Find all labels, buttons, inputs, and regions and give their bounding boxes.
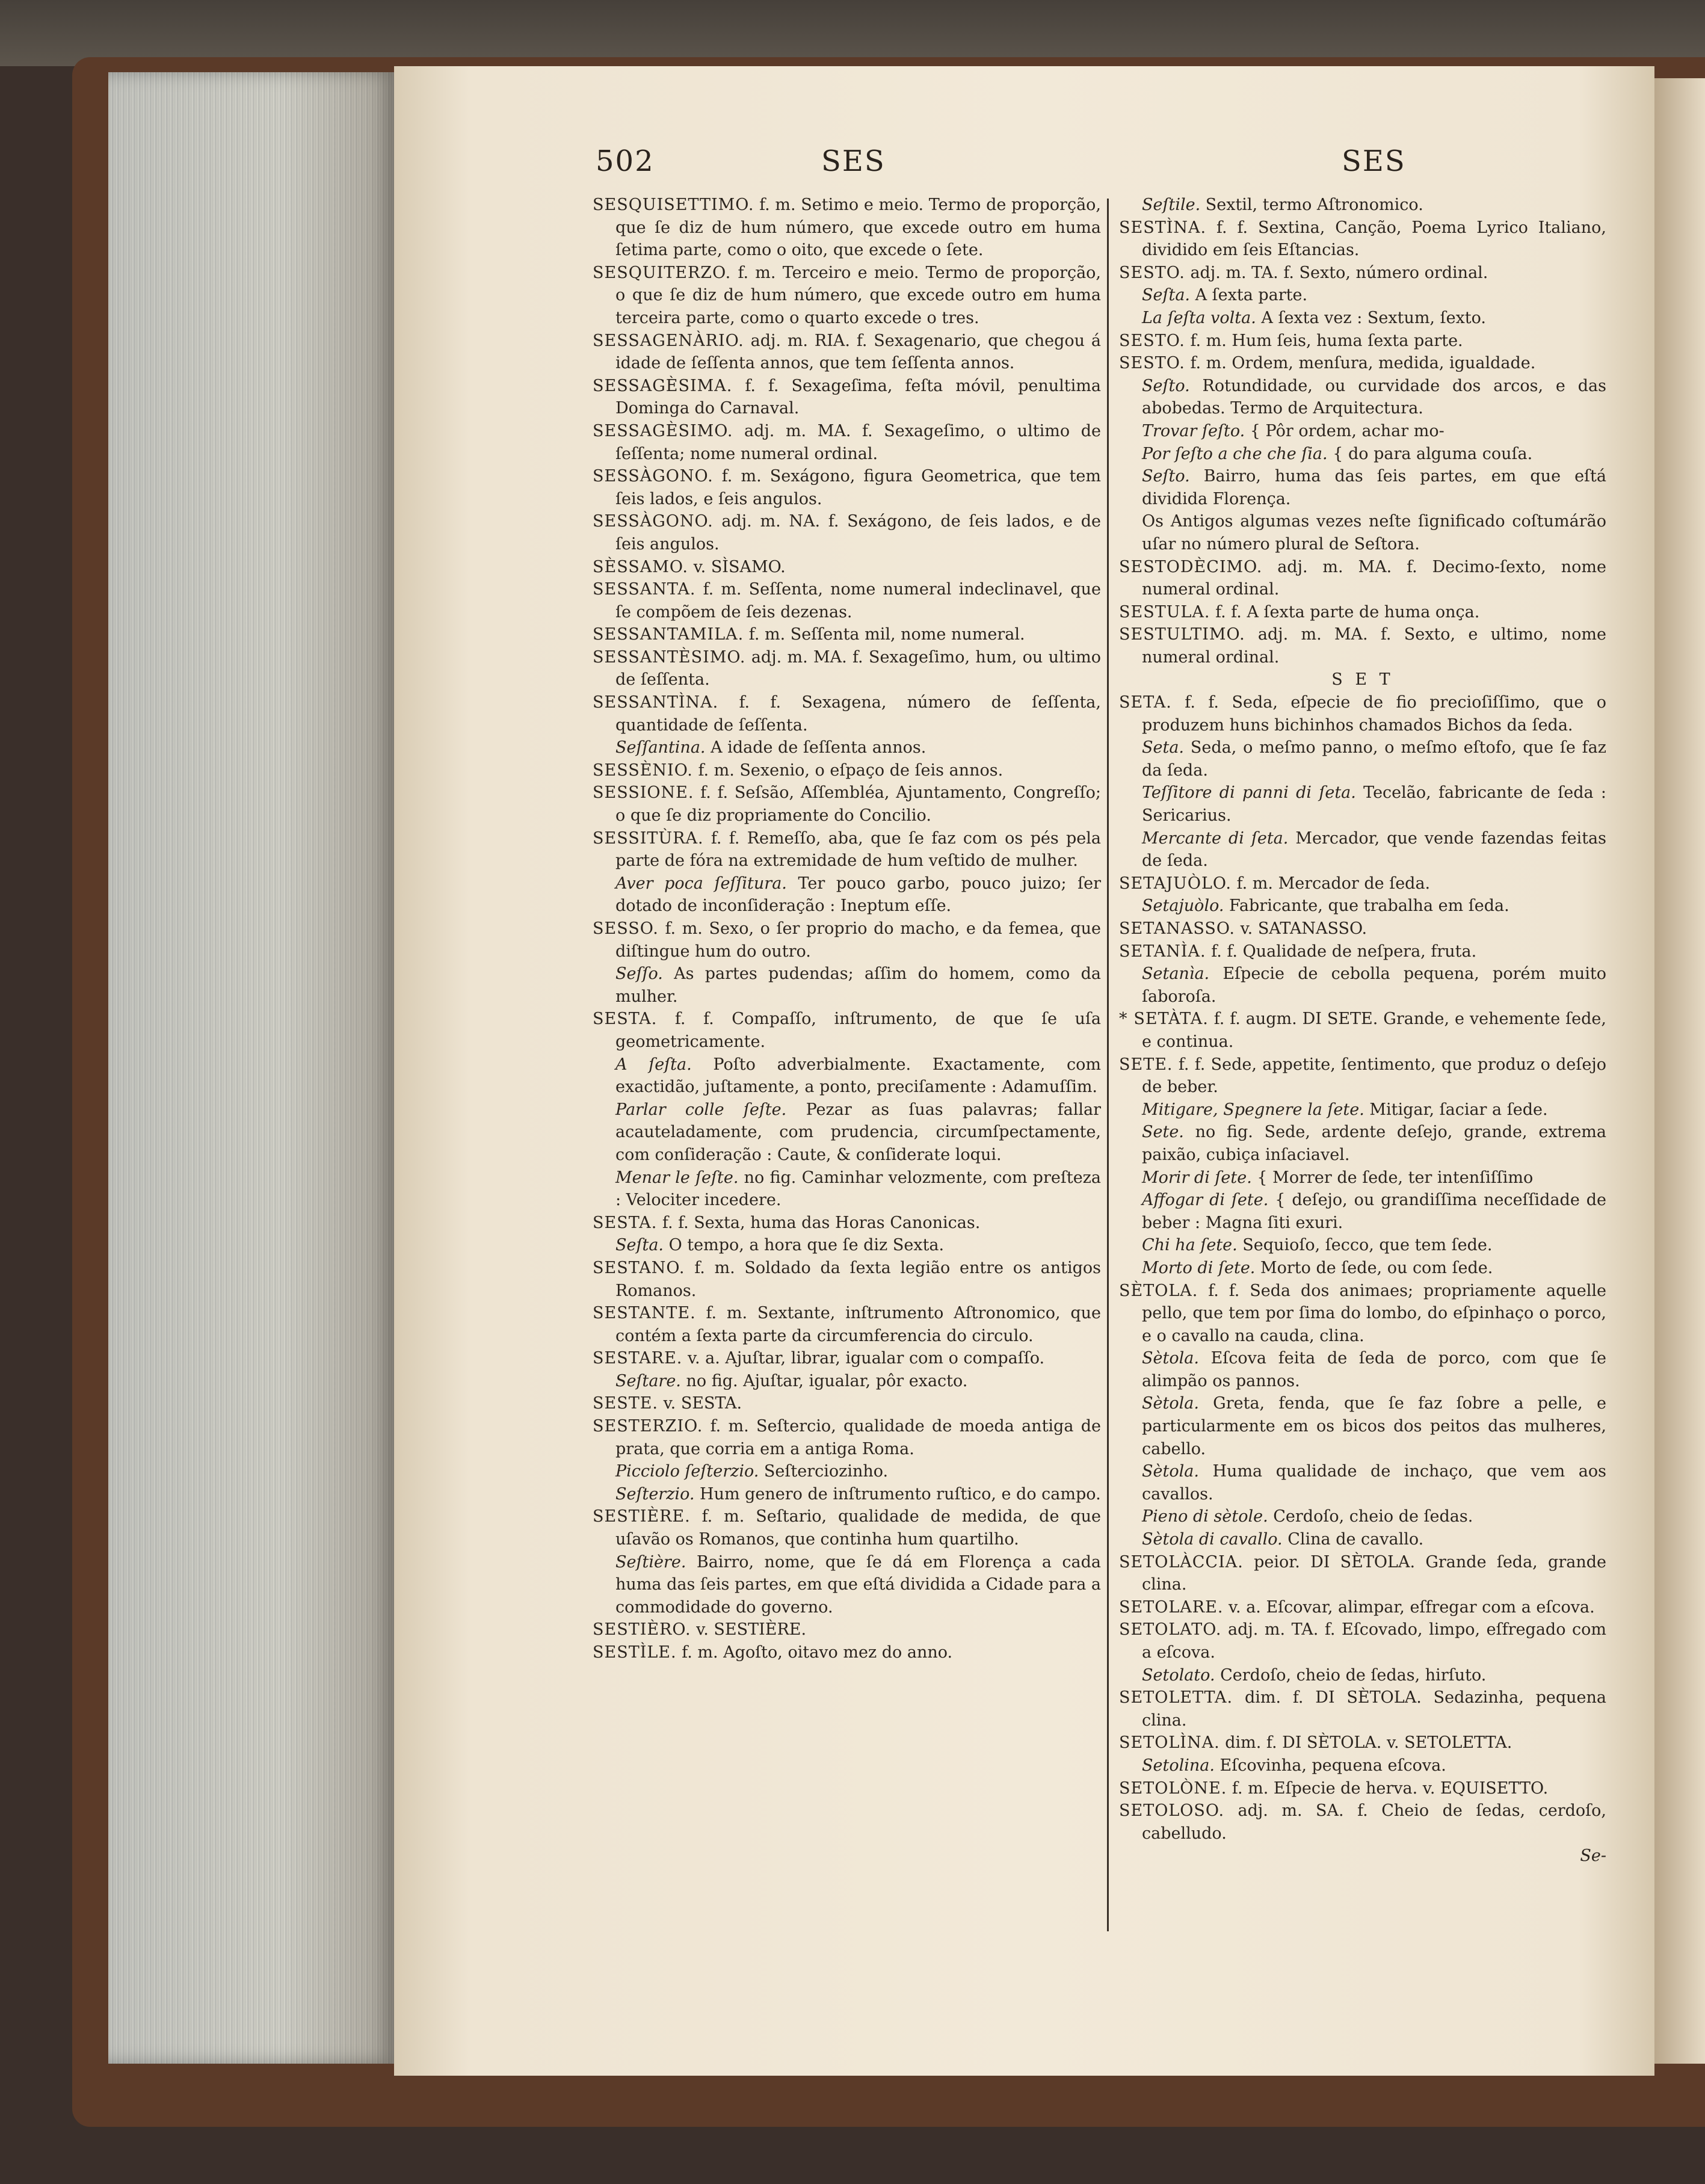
sub-entry	[1119, 1099, 1606, 1121]
sub-entry	[1119, 1121, 1606, 1166]
dictionary-entry	[1119, 623, 1606, 668]
definition: O tempo, a hora que ſe diz Sexta.	[664, 1236, 945, 1255]
italic-phrase: Seſtière.	[615, 1552, 686, 1572]
dictionary-entry	[1119, 691, 1606, 736]
italic-phrase: Por ſeſto a che che ſia.	[1142, 444, 1328, 463]
dictionary-entry	[593, 1415, 1101, 1460]
definition: f. f. Sextina, Canção, Poema Lyrico Italiano, dividido em ſeis Eſtancias.	[1142, 218, 1606, 260]
sub-entry	[1119, 1167, 1606, 1189]
dictionary-entry	[593, 782, 1101, 827]
dictionary-entry	[1119, 262, 1606, 285]
definition: Morto de ſede, ou com ſede.	[1255, 1258, 1493, 1277]
sub-entry	[1119, 443, 1606, 466]
definition: As partes pudendas; aſſim do homem, como da mulher.	[615, 964, 1101, 1006]
page-block-edges	[108, 72, 397, 2064]
sub-entry	[593, 1370, 1101, 1393]
definition: f. f. augm. DI SETE. Grande, e vehemente ſede, e continua.	[1142, 1010, 1606, 1051]
italic-phrase: Sètola.	[1142, 1462, 1199, 1481]
sub-entry	[593, 1234, 1101, 1257]
italic-phrase: Seſta.	[615, 1236, 664, 1255]
italic-phrase: Seſſo.	[615, 964, 663, 984]
dictionary-entry	[1119, 1686, 1606, 1732]
dictionary-entry	[1119, 918, 1606, 940]
headword: SESSITÙRA.	[593, 828, 704, 848]
headword: SETOLÌNA.	[1119, 1733, 1220, 1753]
dictionary-entry	[1119, 872, 1606, 895]
sub-entry	[593, 963, 1101, 1008]
section-heading: S E T	[1331, 670, 1394, 689]
definition: f. m. Setimo e meio. Termo de proporção, que ſe diz de hum número, que excede outro em huma ſetima parte, como o oito, que excede o ſete.	[615, 196, 1101, 260]
headword: SESSÀGONO.	[593, 467, 714, 486]
dictionary-entry	[593, 1392, 1101, 1415]
dictionary-entry	[593, 759, 1101, 782]
definition: f. m. Mercador de ſeda.	[1232, 874, 1431, 893]
definition: adj. m. RIA. f. Sexagenario, que chegou á idade de ſeſſenta annos, que tem ſeſſenta annos.	[615, 331, 1101, 373]
italic-phrase: Setajuòlo.	[1142, 896, 1224, 916]
sub-entry	[1119, 194, 1606, 217]
definition: A idade de ſeſſenta annos.	[705, 738, 926, 757]
italic-phrase: Pieno di sètole.	[1142, 1507, 1268, 1526]
headword: SETOLETTA.	[1119, 1688, 1233, 1707]
catchword: Se-	[1580, 1846, 1606, 1866]
italic-phrase: Parlar colle ſeſte.	[615, 1100, 787, 1119]
italic-phrase: Menar le ſeſte.	[615, 1168, 739, 1187]
headword: SETOLÒNE.	[1119, 1778, 1227, 1798]
definition: f. f. Sexagena, número de ſeſſenta, quantidade de ſeſſenta.	[615, 693, 1101, 735]
headword: SESSANTA.	[593, 580, 696, 599]
headword: SESTERZIO.	[593, 1417, 703, 1436]
definition: f. m. Soldado da ſexta legião entre os antigos Romanos.	[615, 1258, 1101, 1300]
running-head-right: SES	[1342, 144, 1406, 178]
dictionary-entry	[593, 1347, 1101, 1370]
headword: SETANASSO.	[1119, 919, 1236, 938]
dictionary-entry	[593, 262, 1101, 330]
headword: SESTANTE.	[593, 1304, 696, 1323]
italic-phrase: A ſeſta.	[615, 1055, 692, 1074]
dictionary-entry	[593, 918, 1101, 963]
definition: Eſcovinha, pequena eſcova.	[1214, 1756, 1446, 1775]
definition: adj. m. NA. f. Sexágono, de ſeis lados, e de ſeis angulos.	[615, 512, 1101, 554]
headword: SESSANTÌNA.	[593, 693, 719, 712]
definition: Hum genero de inſtrumento ruſtico, e do campo.	[694, 1484, 1101, 1504]
definition: Greta, fenda, que ſe faz ſobre a pelle, e particularmente em os bicos dos peitos das mulheres, cabello.	[1142, 1394, 1606, 1458]
definition: Mitigar, ſaciar a ſede.	[1364, 1100, 1548, 1119]
headword: SESSIONE.	[593, 783, 694, 803]
headword: SESTO.	[1119, 263, 1185, 282]
definition: f. f. Remeſſo, aba, que ſe faz com os pés pela parte de fóra na extremidade de hum veſtido de mulher.	[615, 828, 1101, 871]
definition: Cerdoſo, cheio de ſedas.	[1268, 1507, 1473, 1526]
dictionary-entry	[593, 646, 1101, 691]
sub-entry	[593, 1167, 1101, 1212]
italic-phrase: Sete.	[1142, 1123, 1184, 1142]
definition: f. m. Sexo, o ſer proprio do macho, e da femea, que diſtingue hum do outro.	[615, 919, 1101, 961]
definition: v. SESTA.	[658, 1394, 742, 1413]
headword: SESTARE.	[593, 1349, 683, 1368]
headword: SESSÈNIO.	[593, 760, 693, 780]
dictionary-entry	[593, 1008, 1101, 1053]
headword: SÈSSAMO.	[593, 557, 689, 576]
definition: f. m. Seſtario, qualidade de medida, de que uſavão os Romanos, que continha hum quartilho.	[615, 1507, 1101, 1549]
headword: SESSÀGONO.	[593, 512, 714, 531]
sub-entry	[1119, 375, 1606, 420]
definition: Sequioſo, ſecco, que tem ſede.	[1237, 1236, 1493, 1255]
italic-phrase: La ſeſta volta.	[1142, 308, 1256, 327]
dictionary-entry	[1119, 1596, 1606, 1619]
headword: SESSAGENÀRIO.	[593, 331, 744, 350]
headword: SESSANTAMILA.	[593, 625, 744, 644]
sub-entry	[1119, 420, 1606, 443]
dictionary-entry	[1119, 1777, 1606, 1800]
headword: SESTE.	[593, 1394, 659, 1413]
dictionary-entry	[593, 1257, 1101, 1302]
sub-entry	[1119, 1189, 1606, 1234]
italic-phrase: Morto di ſete.	[1142, 1258, 1256, 1277]
italic-phrase: Affogar di ſete.	[1142, 1191, 1269, 1210]
italic-phrase: Seſtile.	[1142, 196, 1201, 214]
running-head-left: SES	[821, 144, 886, 178]
headword: SESSAGÈSIMA.	[593, 376, 733, 395]
column-rule	[1107, 199, 1109, 1931]
definition: f. m. Seſſenta, nome numeral indeclinavel, que ſe compõem de ſeis dezenas.	[615, 580, 1101, 622]
dictionary-entry	[1119, 1551, 1606, 1596]
definition: Bairro, huma das ſeis partes, em que eſtá dividida Florença.	[1142, 467, 1606, 508]
headword: SETE.	[1119, 1055, 1173, 1074]
definition: f. f. Seſsão, Aſſembléa, Ajuntamento, Congreſſo; o que ſe diz propriamente do Concilio.	[615, 783, 1101, 825]
italic-phrase: Chi ha ſete.	[1142, 1236, 1238, 1255]
definition: { Pôr ordem, achar mo-	[1245, 421, 1444, 440]
sub-entry	[1119, 1392, 1606, 1460]
definition: Seſterciozinho.	[759, 1462, 889, 1481]
definition: Clina de cavallo.	[1282, 1530, 1424, 1549]
dictionary-entry	[1119, 1800, 1606, 1845]
sub-entry	[1119, 1754, 1606, 1777]
headword: SESTULTIMO.	[1119, 625, 1245, 644]
sub-entry	[593, 1053, 1101, 1099]
definition: f. f. Sexta, huma das Horas Canonicas.	[657, 1213, 981, 1232]
italic-phrase: Setolato.	[1142, 1665, 1215, 1685]
sub-entry	[593, 1099, 1101, 1167]
definition: Tecelão, fabricante de ſeda : Sericarius.	[1142, 783, 1606, 825]
definition: v. SATANASSO.	[1235, 919, 1367, 938]
headword: SESQUISETTIMO.	[593, 196, 754, 214]
definition: f. f. Qualidade de neſpera, fruta.	[1206, 942, 1477, 961]
definition: Bairro, nome, que ſe dá em Florença a cada huma das ſeis partes, em que eſtá dividida a Cidade para a commodidade do governo.	[615, 1552, 1101, 1617]
definition: Ter pouco garbo, pouco juizo; ſer dotado de inconſideração : Ineptum eſſe.	[615, 874, 1101, 916]
italic-phrase: Sètola.	[1142, 1394, 1199, 1413]
dictionary-entry	[593, 194, 1101, 262]
definition: Sextil, termo Aſtronomico.	[1200, 196, 1423, 214]
definition: f. m. Eſpecie de herva. v. EQUISETTO.	[1227, 1778, 1549, 1798]
definition: A ſexta vez : Sextum, ſexto.	[1256, 308, 1487, 327]
sub-entry	[1119, 1528, 1606, 1551]
dictionary-entry	[593, 556, 1101, 579]
headword: SESTA.	[593, 1213, 658, 1232]
definition: Os Antigos algumas vezes neſte ſignificado coſtumárão uſar no número plural de Seſtora.	[1142, 512, 1606, 554]
dictionary-entry	[1119, 330, 1606, 353]
italic-phrase: Trovar ſeſto.	[1142, 421, 1245, 440]
italic-phrase: Seſto.	[1142, 376, 1190, 395]
definition: f. f. Seda dos animaes; propriamente aquelle pello, que tem por ſima do lombo, do eſpinhaço o porco, e o cavallo na cauda, clina.	[1142, 1281, 1606, 1345]
headword: SESTA.	[593, 1010, 658, 1029]
italic-phrase: Aver poca ſeſſitura.	[615, 874, 787, 893]
headword: SETOLARE.	[1119, 1597, 1224, 1617]
definition: A ſexta parte.	[1190, 286, 1308, 305]
definition: adj. m. MA. f. Sexageſimo, hum, ou ultimo de ſeſſenta.	[615, 647, 1101, 689]
italic-phrase: Picciolo ſeſterzio.	[615, 1462, 759, 1481]
headword: SETANÌA.	[1119, 942, 1206, 961]
headword: SETOLOSO.	[1119, 1801, 1225, 1821]
definition: Pezar as ſuas palavras; fallar acauteladamente, com prudencia, circumſpectamente, com conſideração : Caute, & conſiderate loqui.	[615, 1100, 1101, 1164]
definition: Poſto adverbialmente. Exactamente, com exactidão, juſtamente, a ponto, preciſamente : Adamuſſim.	[615, 1055, 1102, 1097]
sub-entry	[1119, 736, 1606, 782]
headword: SESSAGÈSIMO.	[593, 421, 733, 440]
headword: SESTULA.	[1119, 602, 1210, 622]
italic-phrase: Setolina.	[1142, 1756, 1215, 1775]
definition: adj. m. MA. f. Decimo-ſexto, nome numeral ordinal.	[1142, 557, 1606, 599]
sub-entry	[1119, 963, 1606, 1008]
definition: Mercador, que vende fazendas feitas de ſeda.	[1142, 828, 1606, 871]
dictionary-entry	[593, 1618, 1101, 1641]
definition: f. m. Ordem, menſura, medida, igualdade.	[1185, 354, 1536, 373]
dictionary-entry	[593, 578, 1101, 623]
dictionary-entry	[593, 1302, 1101, 1347]
definition: v. SÌSAMO.	[688, 557, 786, 576]
definition: f. m. Agoſto, oitavo mez do anno.	[676, 1643, 953, 1662]
definition: f. m. Sexenio, o eſpaço de ſeis annos.	[692, 760, 1004, 780]
sub-entry	[1119, 1234, 1606, 1257]
italic-phrase: Seſta.	[1142, 286, 1190, 305]
sub-entry	[1119, 307, 1606, 330]
dictionary-entry	[593, 420, 1101, 465]
sub-entry	[1119, 895, 1606, 918]
italic-phrase: Mercante di ſeta.	[1142, 828, 1289, 848]
definition: adj. m. TA. f. Eſcovado, limpo, eſfregado com a eſcova.	[1142, 1620, 1606, 1662]
dictionary-entry	[1119, 1053, 1606, 1099]
page-number: 502	[596, 144, 655, 178]
definition: adj. m. MA. f. Sexto, e ultimo, nome numeral ordinal.	[1142, 625, 1606, 667]
sub-entry	[1119, 284, 1606, 307]
headword: SESTIÈRO.	[593, 1620, 691, 1640]
dictionary-entry	[1119, 1732, 1606, 1754]
sub-entry	[1119, 1664, 1606, 1687]
definition: f. f. A ſexta parte de huma onça.	[1210, 602, 1480, 622]
headword: SESTIÈRE.	[593, 1507, 691, 1526]
definition: f. f. Sexageſima, feſta móvil, penultima Dominga do Carnaval.	[615, 376, 1101, 418]
definition: no fig. Sede, ardente deſejo, grande, extrema paixão, cubiça inſaciavel.	[1142, 1123, 1606, 1164]
sub-entry	[1119, 510, 1606, 555]
definition: Seda, o meſmo panno, o meſmo eſtofo, que ſe faz da ſeda.	[1142, 738, 1606, 780]
sub-entry	[1119, 782, 1606, 827]
sub-entry	[1119, 1347, 1606, 1392]
definition: Cerdoſo, cheio de ſedas, hirſuto.	[1215, 1665, 1487, 1685]
dictionary-entry	[1119, 1008, 1606, 1053]
definition: f. m. Terceiro e meio. Termo de proporção, o que ſe diz de hum número, que excede outro em huma terceira parte, como o quarto excede o tres.	[615, 263, 1101, 327]
dictionary-entry	[593, 691, 1101, 736]
sub-entry	[593, 736, 1101, 759]
definition: adj. m. TA. f. Sexto, número ordinal.	[1185, 263, 1488, 282]
dictionary-entry	[1119, 601, 1606, 624]
headword: SÈTOLA.	[1119, 1281, 1198, 1300]
italic-phrase: Seſto.	[1142, 467, 1190, 486]
dictionary-entry	[1119, 1280, 1606, 1348]
headword: SESTO.	[1119, 354, 1185, 373]
dictionary-entry	[593, 623, 1101, 646]
definition: f. f. Sede, appetite, ſentimento, que produz o deſejo de beber.	[1142, 1055, 1606, 1097]
headword: SESQUITERZO.	[593, 263, 732, 282]
dictionary-entry	[593, 1212, 1101, 1235]
dictionary-entry	[593, 1641, 1101, 1664]
definition: f. f. Compaſſo, inſtrumento, de que ſe uſa geometricamente.	[615, 1010, 1101, 1051]
sub-entry	[593, 1551, 1101, 1619]
headword: SETA.	[1119, 693, 1172, 712]
headword: SESTODÈCIMO.	[1119, 557, 1263, 576]
definition: Rotundidade, ou curvidade dos arcos, e das abobedas. Termo de Arquitectura.	[1142, 376, 1606, 418]
sub-entry	[1119, 1460, 1606, 1505]
sub-entry	[593, 1460, 1101, 1483]
dictionary-entry	[593, 465, 1101, 510]
headword: SESTÌNA.	[1119, 218, 1207, 237]
definition: f. m. Sextante, inſtrumento Aſtronomico, que contém a ſexta parte da circumferencia do circulo.	[615, 1304, 1101, 1345]
sub-entry	[593, 872, 1101, 918]
definition: v. a. Eſcovar, alimpar, eſfregar com a eſcova.	[1223, 1597, 1595, 1617]
definition: f. m. Seſſenta mil, nome numeral.	[744, 625, 1025, 644]
sub-entry	[1119, 465, 1606, 510]
dictionary-entry	[1119, 1618, 1606, 1664]
dictionary-entry	[1119, 352, 1606, 375]
definition: { do para alguma couſa.	[1327, 444, 1533, 463]
dictionary-entry	[593, 1505, 1101, 1550]
dictionary-entry	[1119, 940, 1606, 963]
definition: Eſcova feita de ſeda de porco, com que ſe alimpão os pannos.	[1142, 1349, 1606, 1390]
italic-phrase: Sètola di cavallo.	[1142, 1530, 1283, 1549]
definition: Fabricante, que trabalha em ſeda.	[1224, 896, 1509, 916]
sub-entry	[593, 1483, 1101, 1506]
definition: dim. f. DI SÈTOLA. Sedazinha, pequena clina.	[1142, 1688, 1606, 1730]
dictionary-entry	[1119, 217, 1606, 262]
definition: dim. f. DI SÈTOLA. v. SETOLETTA.	[1219, 1733, 1512, 1753]
italic-phrase: Morir di ſete.	[1142, 1168, 1252, 1187]
italic-phrase: Seta.	[1142, 738, 1185, 757]
italic-phrase: Sètola.	[1142, 1349, 1199, 1368]
definition: no fig. Ajuſtar, igualar, pôr exacto.	[680, 1371, 968, 1390]
right-column	[1119, 194, 1606, 1868]
italic-phrase: Seſtare.	[615, 1371, 681, 1390]
italic-phrase: Teſſitore di panni di ſeta.	[1142, 783, 1356, 803]
headword: * SETÀTA.	[1119, 1010, 1209, 1029]
left-column	[593, 194, 1101, 1664]
italic-phrase: Seſſantina.	[615, 738, 706, 757]
headword: SETOLÀCCIA.	[1119, 1552, 1244, 1572]
headword: SESSANTÈSIMO.	[593, 647, 746, 667]
italic-phrase: Seſterzio.	[615, 1484, 695, 1504]
headword: SETOLATO.	[1119, 1620, 1222, 1640]
definition: f. f. Seda, eſpecie de fio precioſiſſimo, que o produzem huns bichinhos chamados Bichos da ſeda.	[1142, 693, 1606, 735]
dictionary-entry	[593, 827, 1101, 872]
dictionary-entry	[1119, 556, 1606, 601]
definition: v. a. Ajuſtar, librar, igualar com o compaſſo.	[682, 1349, 1045, 1368]
sub-entry	[1119, 1257, 1606, 1280]
sub-entry	[1119, 827, 1606, 872]
definition: adj. m. MA. f. Sexageſimo, o ultimo de ſeſſenta; nome numeral ordinal.	[615, 421, 1101, 463]
dictionary-entry	[593, 510, 1101, 555]
italic-phrase: Mitigare, Spegnere la ſete.	[1142, 1100, 1364, 1119]
definition: Eſpecie de cebolla pequena, porém muito ſaboroſa.	[1142, 964, 1606, 1006]
headword: SESTANO.	[593, 1258, 685, 1277]
definition: f. m. Sexágono, figura Geometrica, que tem ſeis lados, e ſeis angulos.	[615, 467, 1101, 508]
italic-phrase: Setanìa.	[1142, 964, 1210, 984]
definition: adj. m. SA. f. Cheio de ſedas, cerdoſo, cabelludo.	[1142, 1801, 1606, 1843]
headword: SESTO.	[1119, 331, 1185, 350]
sub-entry	[1119, 1505, 1606, 1528]
headword: SESTÌLE.	[593, 1643, 677, 1662]
facing-page-edge	[1654, 78, 1705, 2064]
headword: SETAJUÒLO.	[1119, 874, 1232, 893]
dictionary-entry	[593, 375, 1101, 420]
dictionary-entry	[593, 330, 1101, 375]
headword: SESSO.	[593, 919, 659, 938]
definition: no fig. Caminhar velozmente, com preſteza : Velociter incedere.	[615, 1168, 1101, 1210]
definition: { deſejo, ou grandiſſima neceſſidade de beber : Magna ſiti exuri.	[1142, 1191, 1606, 1232]
definition: peior. DI SÈTOLA. Grande ſeda, grande clina.	[1142, 1552, 1606, 1594]
backdrop	[0, 0, 1705, 66]
definition: Huma qualidade de inchaço, que vem aos cavallos.	[1142, 1462, 1606, 1504]
definition: f. m. Hum ſeis, huma ſexta parte.	[1185, 331, 1463, 350]
definition: v. SESTIÈRE.	[691, 1620, 807, 1640]
definition: f. m. Seſtercio, qualidade de moeda antiga de prata, que corria em a antiga Roma.	[615, 1417, 1101, 1458]
definition: { Morrer de ſede, ter intenſiſſimo	[1251, 1168, 1534, 1187]
